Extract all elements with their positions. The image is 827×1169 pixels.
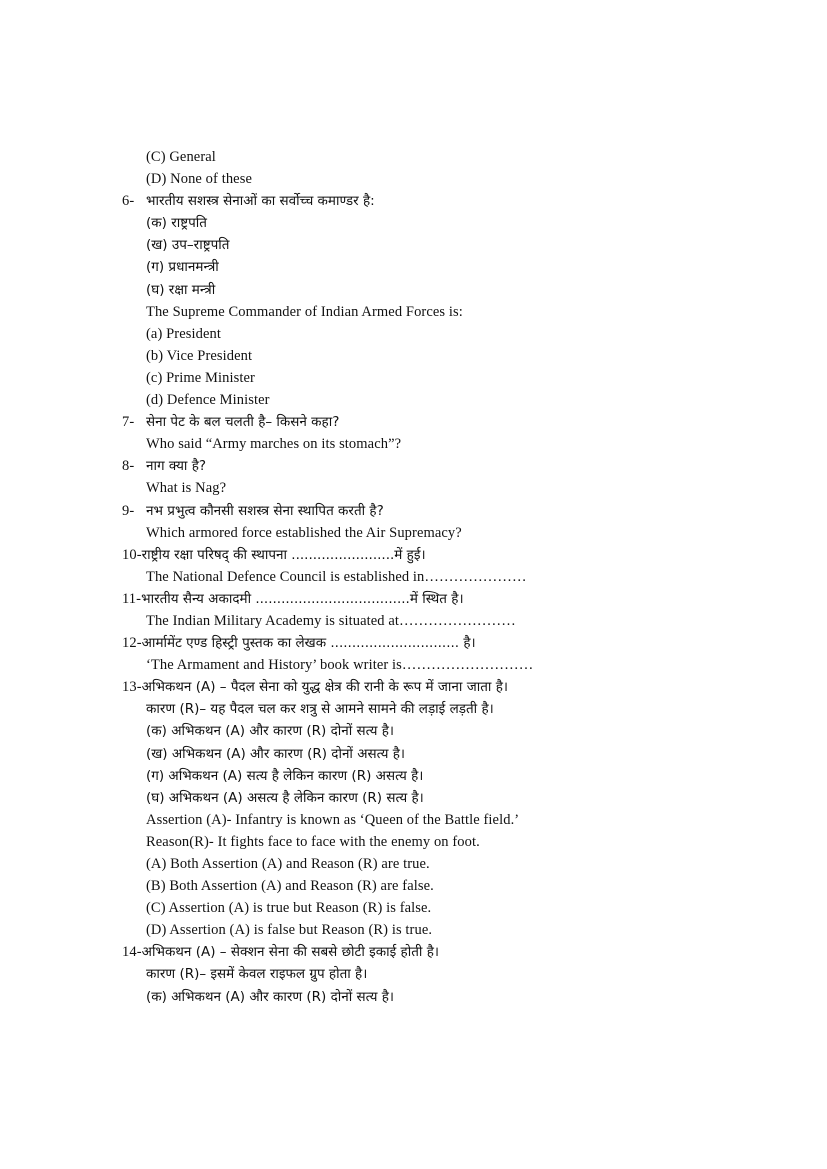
line-text: अभिकथन (A) – पैदल सेना को युद्ध क्षेत्र की रानी के रूप में जाना जाता है। <box>141 679 508 696</box>
line-text: The National Defence Council is established in………………… <box>146 568 527 585</box>
question-number: 11- <box>122 590 142 607</box>
line-text: (क) अभिकथन (A) और कारण (R) दोनों सत्य है। <box>146 723 394 740</box>
line-text: (A) Both Assertion (A) and Reason (R) are true. <box>146 856 430 872</box>
text-line <box>0 654 827 676</box>
text-line <box>0 698 827 720</box>
text-line <box>0 345 827 367</box>
question-line <box>0 632 827 654</box>
line-text: कारण (R)– यह पैदल चल कर शत्रु से आमने सामने की लड़ाई लड़ती है। <box>146 701 494 718</box>
text-line <box>0 919 827 941</box>
line-text: (a) President <box>146 325 221 342</box>
line-text: नभ प्रभुत्व कौनसी सशस्त्र सेना स्थापित करती है? <box>146 502 384 519</box>
question-number: 7- <box>122 414 135 431</box>
text-line <box>0 389 827 411</box>
line-text: सेना पेट के बल चलती है– किसने कहा? <box>146 414 340 431</box>
question-line <box>0 190 827 212</box>
text-line <box>0 522 827 544</box>
text-line <box>0 234 827 256</box>
text-line <box>0 433 827 455</box>
line-text: (C) Assertion (A) is true but Reason (R) is false. <box>146 900 432 917</box>
line-text: (c) Prime Minister <box>146 369 255 386</box>
line-text: कारण (R)– इसमें केवल राइफल ग्रुप होता है। <box>146 966 368 983</box>
text-line <box>0 477 827 499</box>
text-line <box>0 323 827 345</box>
line-text: (C) General <box>146 149 216 165</box>
text-line <box>0 168 827 190</box>
text-line <box>0 256 827 278</box>
line-text: आर्मामेंट एण्ड हिस्ट्री पुस्तक का लेखक .............................. है। <box>141 635 476 652</box>
text-line <box>0 367 827 389</box>
text-line <box>0 146 827 168</box>
question-line <box>0 411 827 433</box>
text-line <box>0 963 827 985</box>
line-text: भारतीय सैन्य अकादमी ....................................में स्थित है। <box>141 590 464 607</box>
text-line <box>0 610 827 632</box>
text-line <box>0 986 827 1008</box>
line-text: (B) Both Assertion (A) and Reason (R) are false. <box>146 878 434 895</box>
line-text: What is Nag? <box>146 480 227 497</box>
line-text: Assertion (A)- Infantry is known as ‘Queen of the Battle field.’ <box>146 811 520 828</box>
line-text: (घ) अभिकथन (A) असत्य है लेकिन कारण (R) सत्य है। <box>146 789 424 806</box>
line-text: ‘The Armament and History’ book writer is……………………… <box>146 657 534 674</box>
line-text: (ग) प्रधानमन्त्री <box>146 259 219 276</box>
text-line <box>0 743 827 765</box>
text-line <box>0 787 827 809</box>
question-line <box>0 588 827 610</box>
line-text: (b) Vice President <box>146 347 253 364</box>
line-text: Who said “Army marches on its stomach”? <box>146 436 402 453</box>
line-text: (ख) उप–राष्ट्रपति <box>146 237 230 254</box>
question-number: 10- <box>122 546 142 563</box>
line-text: राष्ट्रीय रक्षा परिषद् की स्थापना ........................में हुई। <box>141 546 426 563</box>
question-line <box>0 676 827 698</box>
line-text: (क) राष्ट्रपति <box>146 215 207 232</box>
line-text: (ग) अभिकथन (A) सत्य है लेकिन कारण (R) असत्य है। <box>146 767 424 784</box>
question-number: 9- <box>122 502 135 519</box>
text-line <box>0 765 827 787</box>
text-line <box>0 897 827 919</box>
text-line <box>0 212 827 234</box>
text-line <box>0 809 827 831</box>
question-number: 6- <box>122 193 135 210</box>
line-text: (घ) रक्षा मन्त्री <box>146 281 216 298</box>
question-number: 8- <box>122 458 135 475</box>
question-number: 14- <box>122 944 142 961</box>
line-text: (क) अभिकथन (A) और कारण (R) दोनों सत्य है। <box>146 988 394 1005</box>
text-line <box>0 279 827 301</box>
question-line <box>0 544 827 566</box>
line-text: The Indian Military Academy is situated at…………………… <box>146 612 516 629</box>
text-line <box>0 301 827 323</box>
text-line <box>0 875 827 897</box>
question-line <box>0 941 827 963</box>
line-text: (D) Assertion (A) is false but Reason (R) is true. <box>146 922 433 939</box>
question-line <box>0 455 827 477</box>
text-line <box>0 831 827 853</box>
line-text: Which armored force established the Air Supremacy? <box>146 524 462 541</box>
line-text: भारतीय सशस्त्र सेनाओं का सर्वोच्च कमाण्डर है: <box>146 193 375 210</box>
text-line <box>0 853 827 875</box>
line-text: अभिकथन (A) – सेक्शन सेना की सबसे छोटी इकाई होती है। <box>141 944 439 961</box>
line-text: The Supreme Commander of Indian Armed Forces is: <box>146 303 463 320</box>
text-line <box>0 566 827 588</box>
line-text: Reason(R)- It fights face to face with the enemy on foot. <box>146 833 480 850</box>
question-line <box>0 500 827 522</box>
line-text: (D) None of these <box>146 171 252 188</box>
question-number: 13- <box>122 679 142 696</box>
text-line <box>0 720 827 742</box>
question-number: 12- <box>122 635 142 652</box>
line-text: नाग क्या है? <box>146 458 207 475</box>
line-text: (ख) अभिकथन (A) और कारण (R) दोनों असत्य है। <box>146 745 405 762</box>
document-page <box>0 146 827 1008</box>
line-text: (d) Defence Minister <box>146 392 270 409</box>
